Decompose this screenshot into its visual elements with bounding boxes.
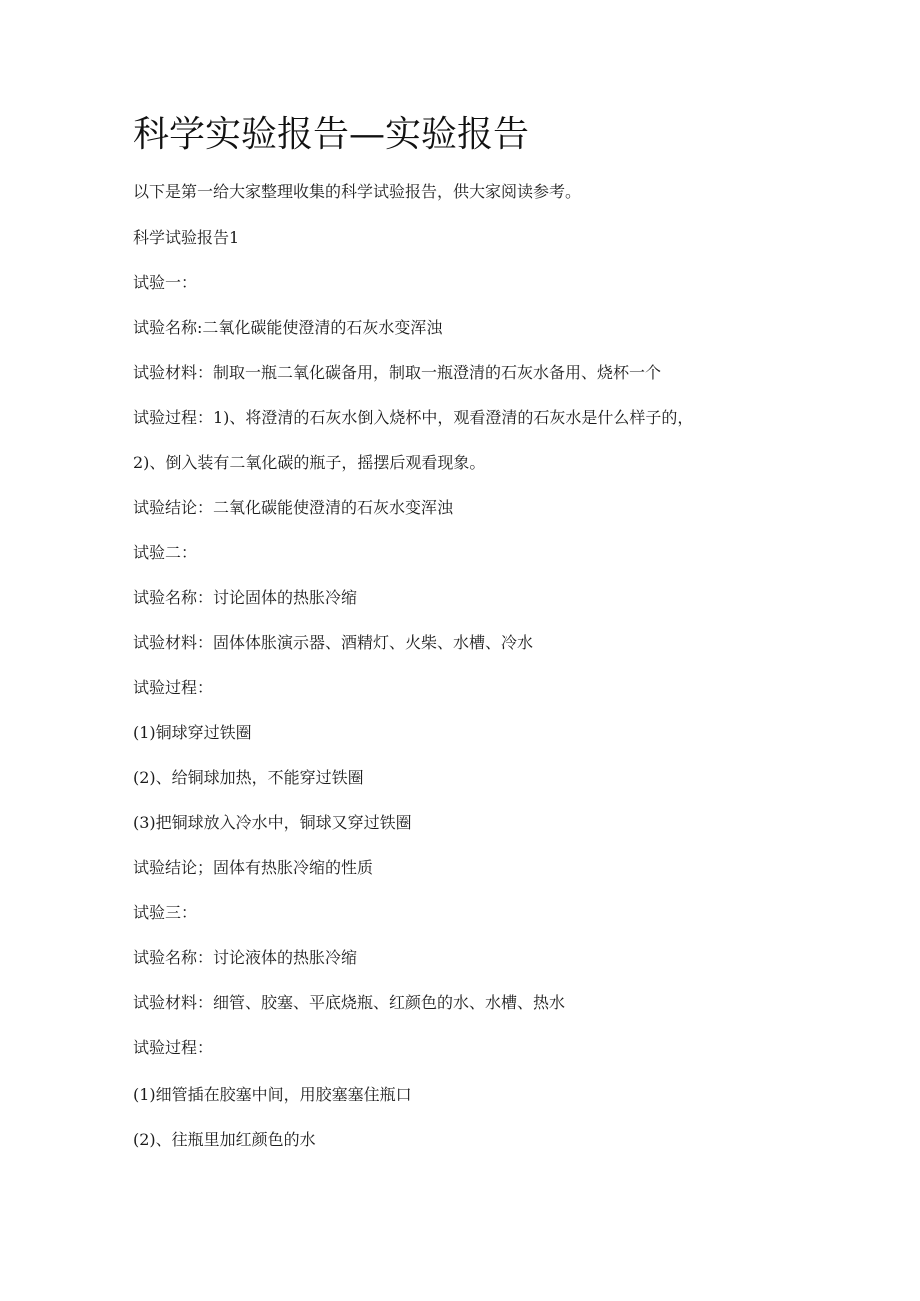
experiment-1-materials: 试验材料：制取一瓶二氧化碳备用，制取一瓶澄清的石灰水备用、烧杯一个 xyxy=(133,363,662,382)
experiment-2-process-heading: 试验过程： xyxy=(133,678,214,697)
experiment-3-materials: 试验材料：细管、胶塞、平底烧瓶、红颜色的水、水槽、热水 xyxy=(133,993,566,1012)
experiment-3-step-1: (1)细管插在胶塞中间，用胶塞塞住瓶口 xyxy=(133,1085,412,1104)
experiment-1-process-step-2: 2)、倒入装有二氧化碳的瓶子，摇摆后观看现象。 xyxy=(133,453,486,472)
experiment-1-name: 试验名称:二氧化碳能使澄清的石灰水变浑浊 xyxy=(133,318,443,337)
experiment-3-name: 试验名称：讨论液体的热胀冷缩 xyxy=(133,948,358,967)
experiment-1-process: 试验过程：1)、将澄清的石灰水倒入烧杯中，观看澄清的石灰水是什么样子的， xyxy=(133,408,694,427)
experiment-2-step-3: (3)把铜球放入冷水中，铜球又穿过铁圈 xyxy=(133,813,412,832)
experiment-3-process-heading: 试验过程： xyxy=(133,1038,214,1057)
experiment-3-step-2: (2)、往瓶里加红颜色的水 xyxy=(133,1130,316,1149)
experiment-1-conclusion: 试验结论：二氧化碳能使澄清的石灰水变浑浊 xyxy=(133,498,454,517)
document-title: 科学实验报告—实验报告 xyxy=(133,114,530,155)
report-heading: 科学试验报告1 xyxy=(133,228,240,247)
experiment-2-heading: 试验二： xyxy=(133,543,198,562)
experiment-2-materials: 试验材料：固体体胀演示器、酒精灯、火柴、水槽、冷水 xyxy=(133,633,534,652)
experiment-2-name: 试验名称：讨论固体的热胀冷缩 xyxy=(133,588,358,607)
experiment-2-step-1: (1)铜球穿过铁圈 xyxy=(133,723,252,742)
intro-paragraph: 以下是第一给大家整理收集的科学试验报告，供大家阅读参考。 xyxy=(133,182,582,201)
experiment-3-heading: 试验三： xyxy=(133,903,198,922)
experiment-1-heading: 试验一： xyxy=(133,273,198,292)
experiment-2-conclusion: 试验结论；固体有热胀冷缩的性质 xyxy=(133,858,374,877)
experiment-2-step-2: (2)、给铜球加热，不能穿过铁圈 xyxy=(133,768,364,787)
